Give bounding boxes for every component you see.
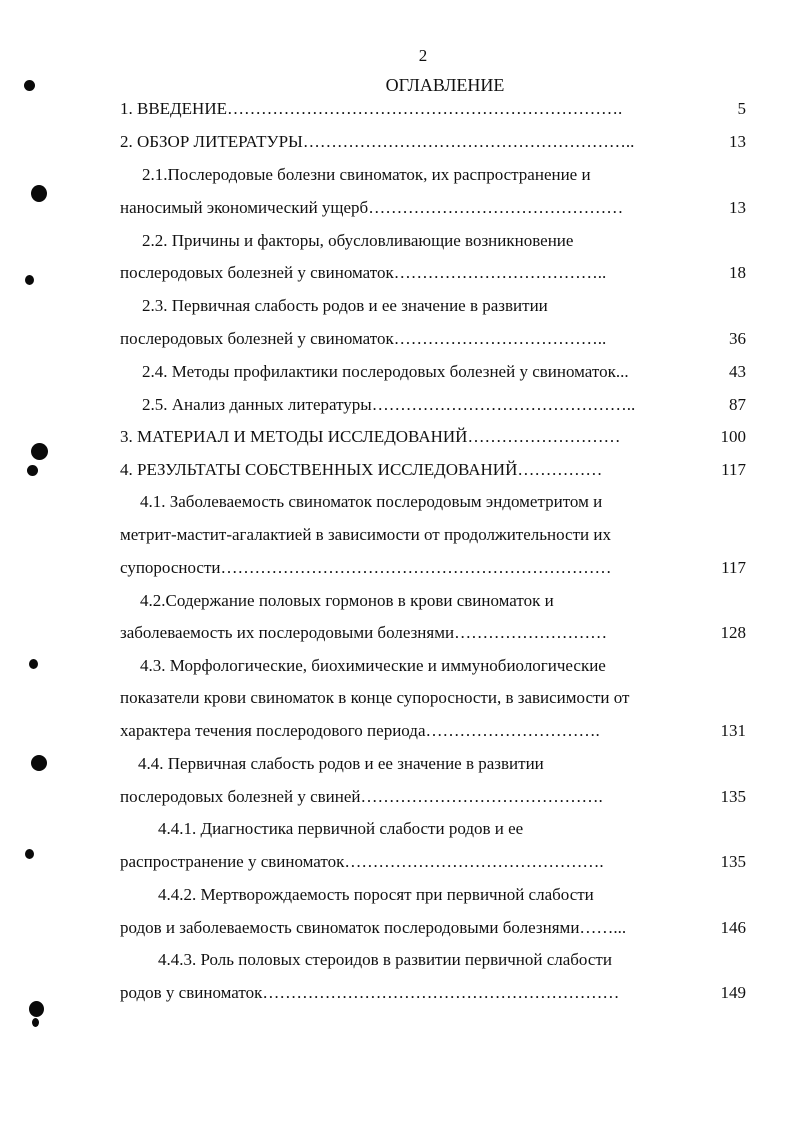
toc-entry-text: наносимый экономический ущерб……………………………………… [120,198,624,217]
toc-entry-text: 4.4.3. Роль половых стероидов в развитии первичной слабости [158,950,612,969]
toc-entry-text: 4. РЕЗУЛЬТАТЫ СОБСТВЕННЫХ ИССЛЕДОВАНИЙ…………… [120,460,603,479]
toc-entry-text: 4.4.2. Мертворождаемость поросят при первичной слабости [158,885,594,904]
toc-entry-page: 13 [729,198,746,217]
toc-entry-page: 131 [720,721,746,740]
binder-hole-mark [29,659,38,669]
toc-entry-page: 149 [720,983,746,1002]
toc-entry-text: 2. ОБЗОР ЛИТЕРАТУРЫ………………………………………………….. [120,132,635,151]
toc-entry-text: родов у свиноматок……………………………………………………… [120,983,620,1002]
binder-hole-mark [32,1018,39,1027]
binder-hole-mark [25,849,34,859]
toc-entry-text: супоросности…………………………………………………………… [120,558,612,577]
toc-entry-text: заболеваемость их послеродовыми болезнями……………………… [120,623,608,642]
toc-entry-text: показатели крови свиноматок в конце супоросности, в зависимости от [120,688,630,707]
toc-entry-page: 135 [720,852,746,871]
toc-entry-page: 5 [737,99,746,118]
toc-entry-page: 13 [729,132,746,151]
binder-hole-mark [31,185,47,202]
toc-entry-text: характера течения послеродового периода…………………………. [120,721,600,740]
toc-entry-text: 2.4. Методы профилактики послеродовых болезней у свиноматок... [142,362,629,381]
toc-entry-page: 117 [721,460,746,479]
binder-hole-mark [31,443,48,460]
toc-entry-text: послеродовых болезней у свиней……………………………………. [120,787,603,806]
page-title: ОГЛАВЛЕНИЕ [385,75,505,95]
toc-entry-text: 2.2. Причины и факторы, обусловливающие возникновение [142,231,574,250]
toc-entry-text: 4.4. Первичная слабость родов и ее значение в развитии [138,754,544,773]
toc-entry-page: 146 [720,918,746,937]
toc-entry-text: 2.5. Анализ данных литературы……………………………………….. [142,395,636,414]
binder-hole-mark [25,275,34,285]
toc-entry-text: метрит-мастит-агалактией в зависимости от продолжительности их [120,525,611,544]
toc-entry-text: 3. МАТЕРИАЛ И МЕТОДЫ ИССЛЕДОВАНИЙ……………………… [120,427,621,446]
toc-entry-text: 4.4.1. Диагностика первичной слабости родов и ее [158,819,524,838]
toc-entry-page: 18 [729,263,746,282]
toc-entry-page: 87 [729,395,746,414]
toc-entry-text: 1. ВВЕДЕНИЕ……………………………………………………………. [120,99,623,118]
binder-hole-mark [27,465,38,476]
toc-entry-text: послеродовых болезней у свиноматок……………………………….. [120,263,607,282]
toc-entry-page: 135 [720,787,746,806]
toc-entry-text: 2.3. Первичная слабость родов и ее значение в развитии [142,296,548,315]
toc-entry-text: 4.1. Заболеваемость свиноматок послеродовым эндометритом и [140,492,603,511]
page-number: 2 [418,46,428,65]
toc-entry-text: родов и заболеваемость свиноматок послеродовыми болезнями……... [120,918,627,937]
toc-entry-page: 36 [729,329,746,348]
toc-entry-page: 128 [720,623,746,642]
toc-entry-page: 100 [720,427,746,446]
toc-entry-text: распространение у свиноматок………………………………………. [120,852,604,871]
binder-hole-mark [29,1001,44,1017]
toc-entry-page: 117 [721,558,746,577]
toc-entry-text: 2.1.Послеродовые болезни свиноматок, их распространение и [142,165,591,184]
toc-entry-text: 4.2.Содержание половых гормонов в крови свиноматок и [140,591,554,610]
toc-entry-text: 4.3. Морфологические, биохимические и иммунобиологические [140,656,606,675]
binder-hole-mark [31,755,47,771]
toc-entry-page: 43 [729,362,746,381]
toc-entry-text: послеродовых болезней у свиноматок……………………………….. [120,329,607,348]
